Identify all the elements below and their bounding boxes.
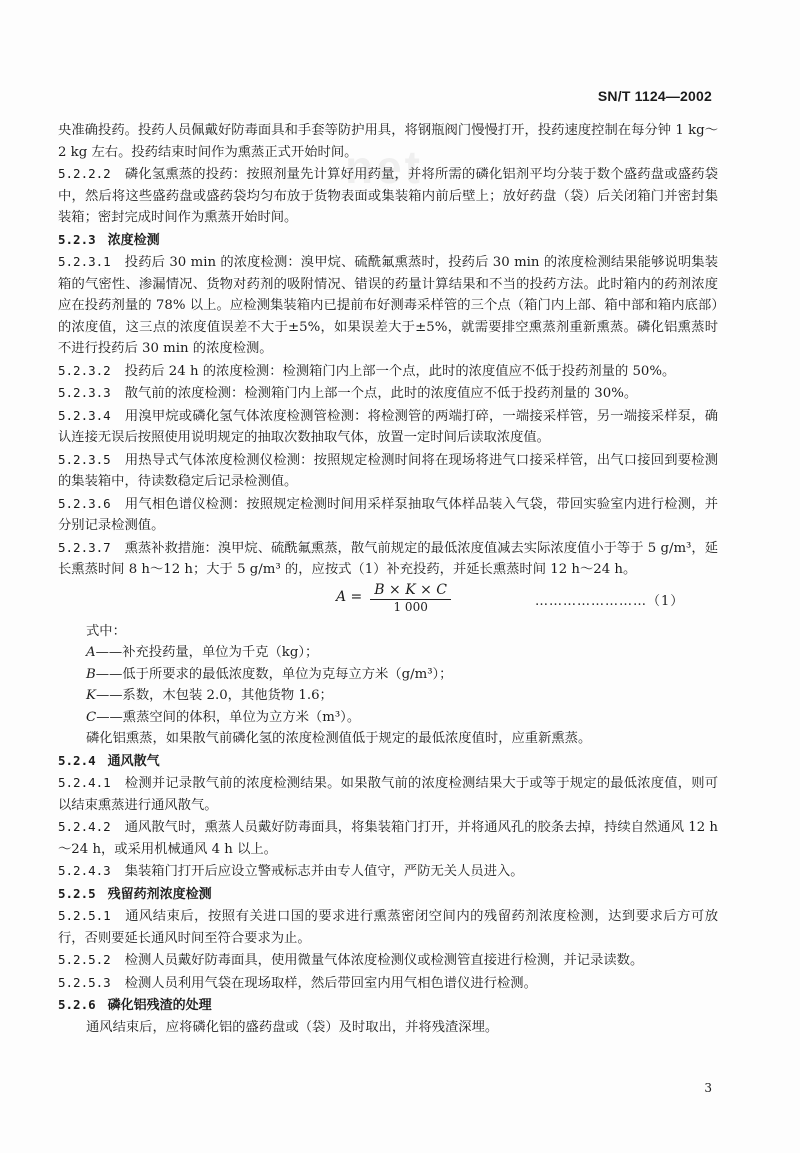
clause-text: 通风散气时，熏蒸人员戴好防毒面具，将集装箱门打开，并将通风孔的胶条去掉，持续自然通风 12 h～24 h，或采用机械通风 4 h 以上。 [58, 820, 718, 857]
variable-b [86, 664, 718, 686]
clause-text: 集装箱门打开后应设立警戒标志并由专人值守，严防无关人员进入。 [124, 864, 524, 879]
clause-number: 5.2.3.1 [58, 254, 111, 269]
clause-number: 5.2.3.7 [58, 539, 111, 555]
heading-5-2-5 [58, 883, 718, 906]
clause-text: 检测人员戴好防毒面具，使用微量气体浓度检测仪或检测管直接进行检测，并记录读数。 [124, 953, 644, 968]
variable-k [86, 685, 718, 707]
variable-symbol: K [86, 688, 96, 703]
variable-a [86, 642, 718, 664]
watermark: net [345, 141, 423, 193]
page-number: 3 [704, 1081, 712, 1095]
clause-text: 用气相色谱仪检测：按照规定检测时间用采样泵抽取气体样品装入气袋，带回实验室内进行检测，并分别记录检测值。 [58, 496, 718, 533]
clause-number: 5.2.2.2 [58, 166, 111, 181]
clause-5-2-5-2 [58, 949, 718, 972]
clause-5-2-4-2 [58, 816, 718, 860]
variable-symbol: C [86, 709, 97, 725]
heading-text: 残留药剂浓度检测 [107, 886, 212, 902]
clause-text: 检测并记录散气前的浓度检测结果。如果散气前的浓度检测结果大于或等于规定的最低浓度值，则可以结束熏蒸进行通风散气。 [58, 776, 718, 813]
clause-number: 5.2.3.5 [58, 451, 111, 467]
heading-number: 5.2.4 [58, 752, 96, 768]
clause-5-2-3-4 [58, 405, 718, 449]
clause-5-2-3-5 [58, 449, 718, 493]
standard-code: SN/T 1124—2002 [597, 88, 712, 104]
clause-5-2-4-3 [58, 860, 718, 883]
clause-number: 5.2.5.1 [58, 908, 111, 923]
clause-text: 投药后 30 min 的浓度检测：溴甲烷、硫酰氟熏蒸时，投药后 30 min 的浓度检测结果能够说明集装箱的气密性、渗漏情况、货物对药剂的吸附情况、错误的药量计算结果和不当的投药方法。此时箱内的药剂浓度应在投药剂量的 78% 以上。应检测集装箱内已提前布好测毒采样管的三个点（箱门内上部、箱中部和箱内底部）的浓度值，这三点的浓度值误差不大于±5%，如果误差大于±5%，就需要排空熏蒸剂重新熏蒸。磷化铝熏蒸时不进行投药后 30 min 的浓度检测。 [58, 255, 718, 356]
paragraph-intro: 央准确投药。投药人员佩戴好防毒面具和手套等防护用具，将钢瓶阀门慢慢打开，投药速度控制在每分钟 1 kg～2 kg 左右。投药结束时间作为熏蒸正式开始时间。 [58, 123, 718, 160]
formula-1 [58, 583, 718, 613]
heading-number: 5.2.5 [58, 885, 96, 901]
clause-text: 磷化氢熏蒸的投药：按照剂量先计算好用药量，并将所需的磷化铝剂平均分装于数个盛药盘或盛药袋中，然后将这些盛药盘或盛药袋均匀布放于货物表面或集装箱内前后壁上；放好药盘（袋）后关闭箱门并密封集装箱；密封完成时间作为熏蒸开始时间。 [58, 167, 718, 225]
clause-5-2-5-1 [58, 905, 718, 949]
clause-number: 5.2.5.3 [58, 974, 111, 990]
clause-5-2-3-6 [58, 493, 718, 537]
clause-text: 用热导式气体浓度检测仪检测：按照规定检测时间将在现场将进气口接采样管，出气口接回到要检测的集装箱中，待读数稳定后记录检测值。 [58, 452, 718, 489]
variable-definition: ——熏蒸空间的体积，单位为立方米（m³）。 [96, 709, 361, 725]
clause-number: 5.2.5.2 [58, 952, 111, 967]
clause-number: 5.2.3.6 [58, 495, 111, 511]
variable-symbol: A [86, 645, 96, 660]
clause-text: 用溴甲烷或磷化氢气体浓度检测管检测：将检测管的两端打碎，一端接采样管，另一端接采样泵，确认连接无误后按照使用说明规定的抽取次数抽取气体，放置一定时间后读取浓度值。 [58, 408, 718, 445]
clause-number: 5.2.4.3 [58, 863, 111, 878]
formula-denominator: 1 000 [393, 599, 428, 614]
heading-5-2-4 [58, 750, 718, 773]
heading-number: 5.2.6 [58, 997, 96, 1012]
clause-5-2-3-2 [58, 360, 718, 383]
clause-number: 5.2.3.3 [58, 385, 111, 400]
formula-numerator: B × K × C [370, 583, 451, 600]
variable-c [86, 707, 718, 729]
clause-5-2-5-3 [58, 972, 718, 995]
clause-text: 通风结束后，按照有关进口国的要求进行熏蒸密闭空间内的残留药剂浓度检测，达到要求后方可放行，否则要延长通风时间至符合要求为止。 [58, 909, 718, 946]
formula-lhs: A = [336, 589, 363, 606]
heading-text: 磷化铝残渣的处理 [107, 998, 212, 1013]
clause-text: 投药后 24 h 的浓度检测：检测箱门内上部一个点，此时的浓度值应不低于投药剂量的 50%。 [124, 363, 676, 379]
clause-5-2-3-1 [58, 251, 718, 360]
variable-definition: ——补充投药量，单位为千克（kg）； [95, 645, 319, 660]
clause-text: 检测人员利用气袋在现场取样，然后带回室内用气相色谱仪进行检测。 [124, 975, 537, 991]
clause-number: 5.2.4.2 [58, 819, 111, 834]
clause-5-2-3-7 [58, 537, 718, 581]
heading-5-2-6 [58, 994, 718, 1017]
clause-number: 5.2.4.1 [58, 775, 111, 790]
formula-reference: ……………………（1） [535, 593, 685, 609]
variable-definition: ——低于所要求的最低浓度数，单位为克每立方米（g/m³）； [95, 666, 453, 682]
heading-5-2-3 [58, 229, 718, 252]
variable-definition: ——系数，木包装 2.0，其他货物 1.6； [95, 688, 333, 703]
paragraph-5-2-6: 通风结束后，应将磷化铝的盛药盘或（袋）及时取出，并将残渣深埋。 [86, 1019, 499, 1035]
variable-symbol: B [86, 666, 96, 682]
where-label: 式中： [86, 623, 126, 639]
clause-text: 熏蒸补救措施：溴甲烷、硫酰氟熏蒸，散气前规定的最低浓度值减去实际浓度值小于等于 5 g/m³，延长熏蒸时间 8 h～12 h；大于 5 g/m³ 的，应按式（1）补充投药，并延长熏蒸时间 12 h～24 h。 [58, 540, 718, 577]
clause-5-2-4-1 [58, 772, 718, 816]
heading-number: 5.2.3 [58, 231, 96, 247]
clause-5-2-2-2 [58, 163, 718, 229]
clause-5-2-3-3 [58, 382, 718, 405]
heading-text: 浓度检测 [107, 232, 160, 248]
clause-text: 散气前的浓度检测：检测箱门内上部一个点，此时的浓度值应不低于投药剂量的 30%。 [124, 386, 638, 401]
paragraph-aluminium-phosphide: 磷化铝熏蒸，如果散气前磷化氢的浓度检测值低于规定的最低浓度值时，应重新熏蒸。 [86, 731, 592, 746]
formula-expression [336, 583, 451, 614]
document-body [58, 120, 718, 1038]
clause-number: 5.2.3.4 [58, 407, 111, 423]
heading-text: 通风散气 [107, 753, 160, 769]
formula-fraction [370, 583, 451, 614]
clause-number: 5.2.3.2 [58, 362, 111, 378]
